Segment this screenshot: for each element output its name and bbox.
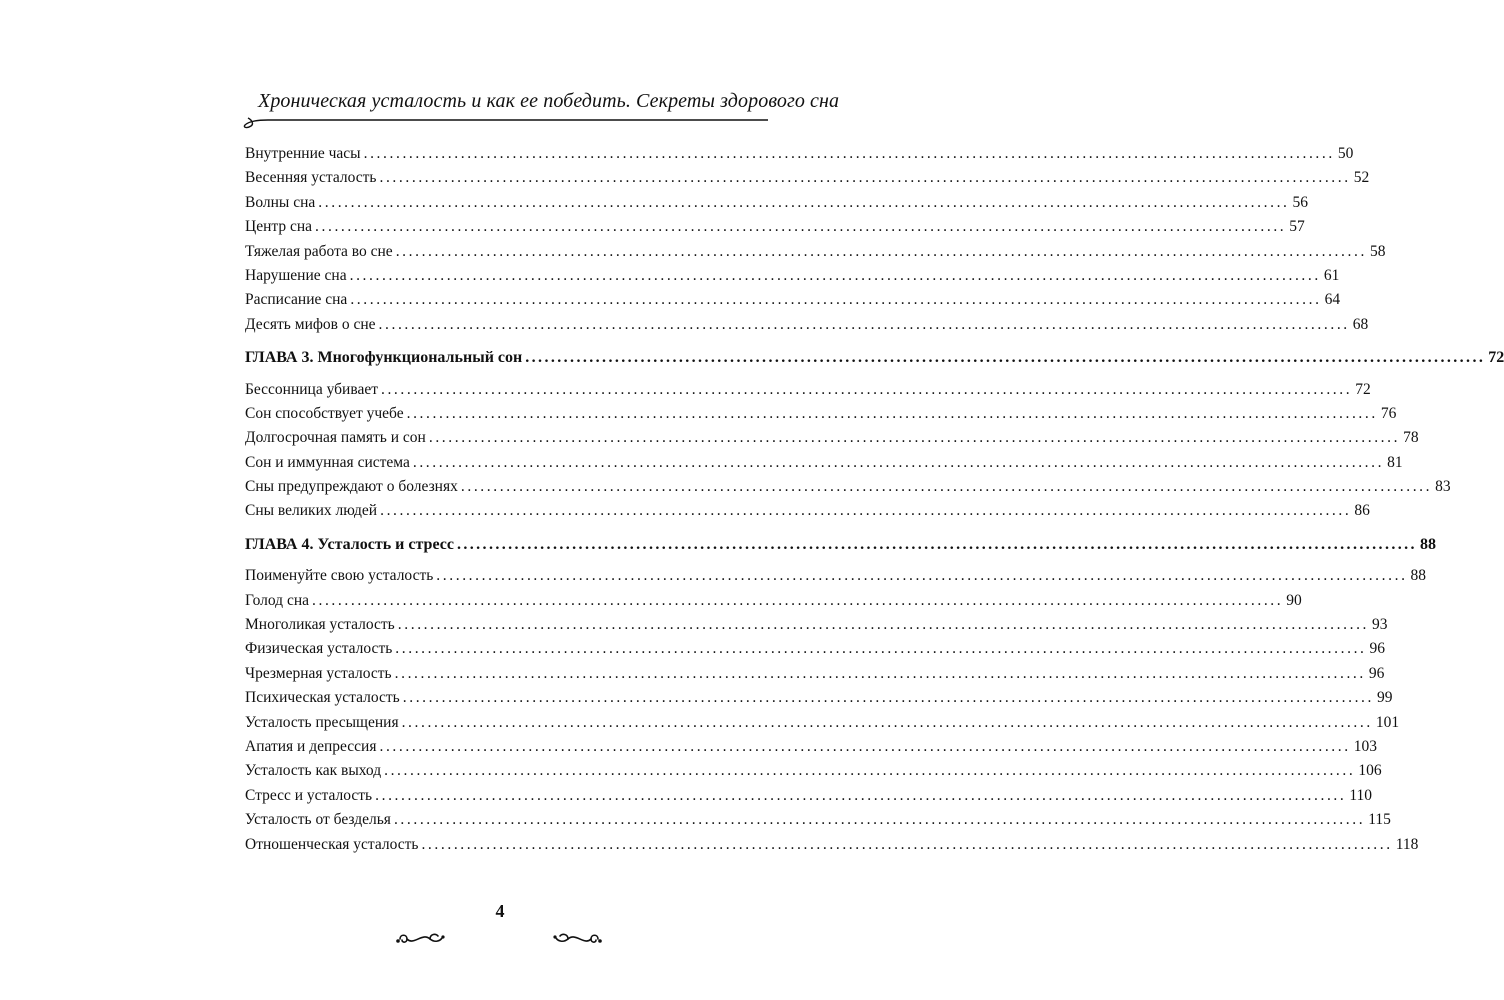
toc-entry-page: 61 xyxy=(1323,266,1340,284)
toc-entry-title: ГЛАВА 3. Многофункциональный сон xyxy=(245,349,523,367)
dot-leader: ...................................................................................................................................................... xyxy=(402,689,1374,707)
toc-chapter-row xyxy=(245,346,1504,370)
toc-entry-title: Волны сна xyxy=(245,193,316,211)
dot-leader: ...................................................................................................................................................... xyxy=(318,193,1290,211)
toc-entry-page: 115 xyxy=(1368,811,1391,829)
toc-entry-page: 81 xyxy=(1387,453,1403,471)
toc-entry-page: 103 xyxy=(1353,737,1377,755)
scroll-flourish-icon xyxy=(394,928,446,950)
toc-entry-page: 106 xyxy=(1358,762,1382,780)
toc-entry-row xyxy=(245,735,1377,759)
page-number: 4 xyxy=(495,901,505,921)
dot-leader: ...................................................................................................................................................... xyxy=(436,567,1408,585)
dot-leader: ...................................................................................................................................................... xyxy=(525,349,1486,367)
toc-entry-row xyxy=(245,808,1391,832)
toc-entry-title: Сны предупреждают о болезнях xyxy=(245,478,458,496)
dot-leader: ...................................................................................................................................................... xyxy=(395,640,1367,658)
toc-entry-title: ГЛАВА 4. Усталость и стресс xyxy=(245,535,454,553)
toc-entry-page: 52 xyxy=(1353,169,1370,187)
toc-entry-row xyxy=(245,313,1369,337)
toc-entry-row xyxy=(245,402,1397,426)
toc-entry-page: 88 xyxy=(1410,567,1427,585)
toc-entry-title: Физическая усталость xyxy=(245,640,393,658)
toc-entry-page: 72 xyxy=(1355,380,1371,398)
toc-entry-page: 110 xyxy=(1349,786,1373,804)
toc-entry-title: Весенняя усталость xyxy=(245,169,377,187)
toc-entry-page: 99 xyxy=(1377,689,1393,707)
toc-entry-row xyxy=(245,759,1382,783)
dot-leader: ...................................................................................................................................................... xyxy=(395,242,1367,260)
dot-leader: ...................................................................................................................................................... xyxy=(397,616,1370,634)
toc-entry-page: 78 xyxy=(1403,429,1419,447)
toc-entry-page: 96 xyxy=(1369,640,1386,658)
dot-leader: ...................................................................................................................................................... xyxy=(379,169,1351,187)
toc-entry-page: 72 xyxy=(1488,349,1504,367)
toc-entry-title: Усталость как выход xyxy=(245,762,382,780)
toc-entry-title: Усталость пресыщения xyxy=(245,713,399,731)
toc-entry-page: 93 xyxy=(1372,616,1388,634)
toc-entry-title: Поименуйте свою усталость xyxy=(245,567,434,585)
toc-entry-page: 90 xyxy=(1286,591,1302,609)
toc-chapter-row xyxy=(245,533,1436,557)
scroll-flourish-icon xyxy=(552,928,604,950)
toc-entry-row xyxy=(245,215,1305,239)
dot-leader: ...................................................................................................................................................... xyxy=(456,535,1417,553)
toc-entry-page: 88 xyxy=(1419,535,1436,553)
toc-entry-row xyxy=(245,191,1309,215)
toc-entry-title: Бессонница убивает xyxy=(245,380,378,398)
table-of-contents xyxy=(245,142,1504,857)
dot-leader: ...................................................................................................................................................... xyxy=(428,429,1401,447)
toc-entry-title: Десять мифов о сне xyxy=(245,315,376,333)
dot-leader: ...................................................................................................................................................... xyxy=(380,502,1352,520)
dot-leader: ...................................................................................................................................................... xyxy=(363,145,1335,162)
dot-leader: ...................................................................................................................................................... xyxy=(312,591,1284,609)
toc-entry-page: 118 xyxy=(1395,835,1419,853)
toc-entry-row xyxy=(245,662,1385,686)
dot-leader: ...................................................................................................................................................... xyxy=(379,737,1351,755)
toc-entry-row xyxy=(245,784,1373,808)
toc-entry-row xyxy=(245,564,1427,588)
toc-entry-page: 50 xyxy=(1337,145,1354,162)
toc-entry-title: Отношенческая усталость xyxy=(245,835,419,853)
toc-entry-row xyxy=(245,475,1451,499)
toc-entry-title: Усталость от безделья xyxy=(245,811,391,829)
toc-entry-page: 68 xyxy=(1352,315,1369,333)
toc-entry-page: 57 xyxy=(1289,218,1305,236)
dot-leader: ...................................................................................................................................................... xyxy=(421,835,1393,853)
running-title: Хроническая усталость и как ее победить. Секреты здорового сна xyxy=(258,90,840,112)
toc-entry-title: Голод сна xyxy=(245,591,309,609)
dot-leader: ...................................................................................................................................................... xyxy=(406,404,1378,422)
toc-entry-page: 58 xyxy=(1369,242,1386,260)
dot-leader: ...................................................................................................................................................... xyxy=(401,713,1373,731)
toc-entry-row xyxy=(245,288,1341,312)
toc-entry-page: 96 xyxy=(1368,664,1385,682)
toc-entry-row xyxy=(245,451,1403,475)
toc-entry-row xyxy=(245,426,1419,450)
dot-leader: ...................................................................................................................................................... xyxy=(375,786,1347,804)
toc-entry-title: Сны великих людей xyxy=(245,502,378,520)
dot-leader: ...................................................................................................................................................... xyxy=(378,315,1350,333)
toc-entry-row xyxy=(245,499,1370,523)
dot-leader: ...................................................................................................................................................... xyxy=(393,811,1366,829)
toc-entry-title: Нарушение сна xyxy=(245,266,347,284)
header-rule-swash xyxy=(238,106,768,130)
toc-entry-title: Центр сна xyxy=(245,218,313,236)
dot-leader: ...................................................................................................................................................... xyxy=(412,453,1385,471)
toc-entry-title: Апатия и депрессия xyxy=(245,737,377,755)
dot-leader: ...................................................................................................................................................... xyxy=(350,291,1322,309)
toc-entry-page: 76 xyxy=(1380,404,1397,422)
toc-entry-page: 83 xyxy=(1435,478,1451,496)
toc-entry-row xyxy=(245,833,1419,857)
dot-leader: ...................................................................................................................................................... xyxy=(380,380,1353,398)
toc-entry-page: 64 xyxy=(1324,291,1341,309)
toc-entry-title: Психическая усталость xyxy=(245,689,400,707)
toc-entry-row xyxy=(245,711,1400,735)
toc-entry-page: 101 xyxy=(1375,713,1400,731)
dot-leader: ...................................................................................................................................................... xyxy=(349,266,1321,284)
toc-entry-title: Долгосрочная память и сон xyxy=(245,429,426,447)
toc-entry-page: 56 xyxy=(1292,193,1309,211)
toc-entry-title: Сон и иммунная система xyxy=(245,453,410,471)
toc-entry-row xyxy=(245,142,1354,166)
toc-entry-title: Расписание сна xyxy=(245,291,348,309)
toc-entry-title: Чрезмерная усталость xyxy=(245,664,392,682)
toc-entry-title: Тяжелая работа во сне xyxy=(245,242,393,260)
dot-leader: ...................................................................................................................................................... xyxy=(460,478,1433,496)
toc-entry-title: Сон способствует учебе xyxy=(245,404,404,422)
dot-leader: ...................................................................................................................................................... xyxy=(384,762,1356,780)
toc-entry-page: 86 xyxy=(1354,502,1370,520)
toc-entry-title: Внутренние часы xyxy=(245,145,361,162)
dot-leader: ...................................................................................................................................................... xyxy=(394,664,1366,682)
toc-entry-row xyxy=(245,378,1371,402)
toc-entry-row xyxy=(245,240,1386,264)
toc-entry-row xyxy=(245,637,1386,661)
toc-entry-row xyxy=(245,264,1340,288)
dot-leader: ...................................................................................................................................................... xyxy=(315,218,1287,236)
toc-entry-title: Стресс и усталость xyxy=(245,786,373,804)
toc-entry-row xyxy=(245,686,1393,710)
toc-entry-row xyxy=(245,589,1302,613)
toc-entry-row xyxy=(245,166,1370,190)
toc-entry-row xyxy=(245,613,1388,637)
toc-entry-title: Многоликая усталость xyxy=(245,616,395,634)
